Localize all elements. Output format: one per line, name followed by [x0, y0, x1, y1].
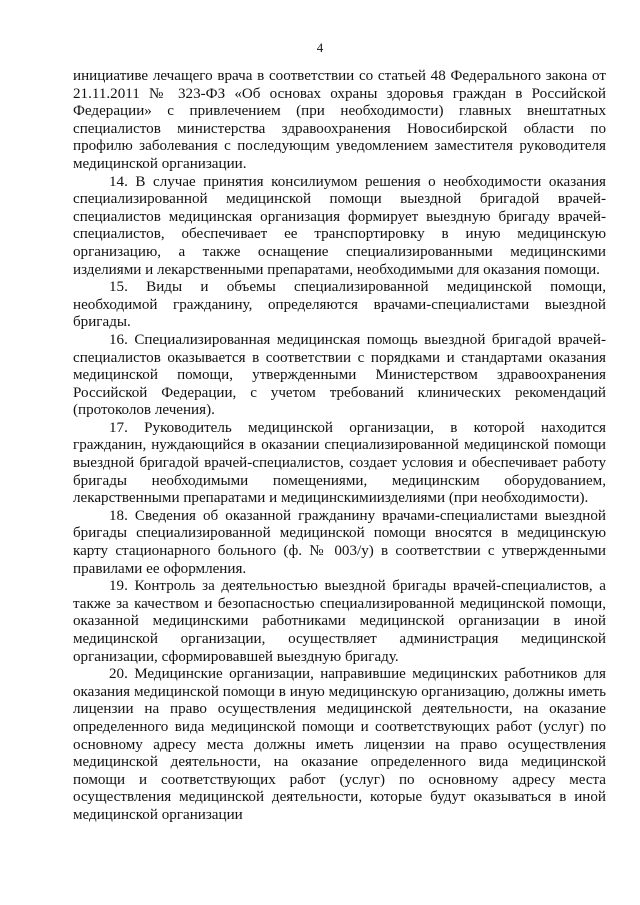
paragraph-20: 20. Медицинские организации, направившие медицинских работников для оказания медицинской помощи в иную медицинскую организацию, должны иметь лицензии на право осуществления медицинской деятельности, на оказание определенного вида медицинской помощи и соответствующих работ (услуг) по основному адресу места должны иметь лицензии на право осуществления медицинской деятельности, на оказание определенного вида медицинской помощи и соответствующих работ (услуг) по основному адресу места осуществления медицинской деятельности, которые будут оказываться в иной медицинской организации [73, 666, 606, 823]
paragraph-14: 14. В случае принятия консилиумом решения о необходимости оказания специализированной медицинской помощи выездной бригадой врачей-специалистов медицинская организация формирует выездную бригаду врачей-специалистов, обеспечивает ее транспортировку в иную медицинскую организацию, а также оснащение специализированными медицинскими изделиями и лекарственными препаратами, необходимыми для оказания помощи. [73, 173, 606, 278]
paragraph-16: 16. Специализированная медицинская помощь выездной бригадой врачей-специалистов оказывается в соответствии с порядками и стандартами оказания медицинской помощи, утвержденными Министерством здравоохранения Российской Федерации, с учетом требований клинических рекомендаций (протоколов лечения). [73, 331, 606, 419]
document-body [73, 68, 606, 825]
paragraph-15: 15. Виды и объемы специализированной медицинской помощи, необходимой гражданину, определяются врачами-специалистами выездной бригады. [73, 279, 606, 331]
paragraph-13-continuation: инициативе лечащего врача в соответствии со статьей 48 Федерального закона от 21.11.2011 № 323-ФЗ «Об основах охраны здоровья граждан в Российской Федерации» с привлечением (при необходимости) главных внештатных специалистов министерства здравоохранения Новосибирской области по профилю заболевания с последующим уведомлением заместителя руководителя медицинской организации. [73, 68, 606, 172]
paragraph-18: 18. Сведения об оказанной гражданину врачами-специалистами выездной бригады специализированной медицинской помощи вносятся в медицинскую карту стационарного больного (ф. № 003/у) в соответствии с утвержденными правилами ее оформления. [73, 507, 606, 577]
paragraph-19: 19. Контроль за деятельностью выездной бригады врачей-специалистов, а также за качеством и безопасностью специализированной медицинской помощи, оказанной медицинскими работниками медицинской организации в иной медицинской организации, осуществляет администрация медицинской организации, сформировавшей выездную бригаду. [73, 578, 606, 665]
paragraph-17: 17. Руководитель медицинской организации, в которой находится гражданин, нуждающийся в оказании специализированной медицинской помощи выездной бригадой врачей-специалистов, создает условия и обеспечивает работу бригады необходимыми помещениями, медицинским оборудованием, лекарственными препаратами и медицинскимиизделиями (при необходимости). [73, 419, 606, 507]
page-number: 4 [316, 40, 324, 55]
